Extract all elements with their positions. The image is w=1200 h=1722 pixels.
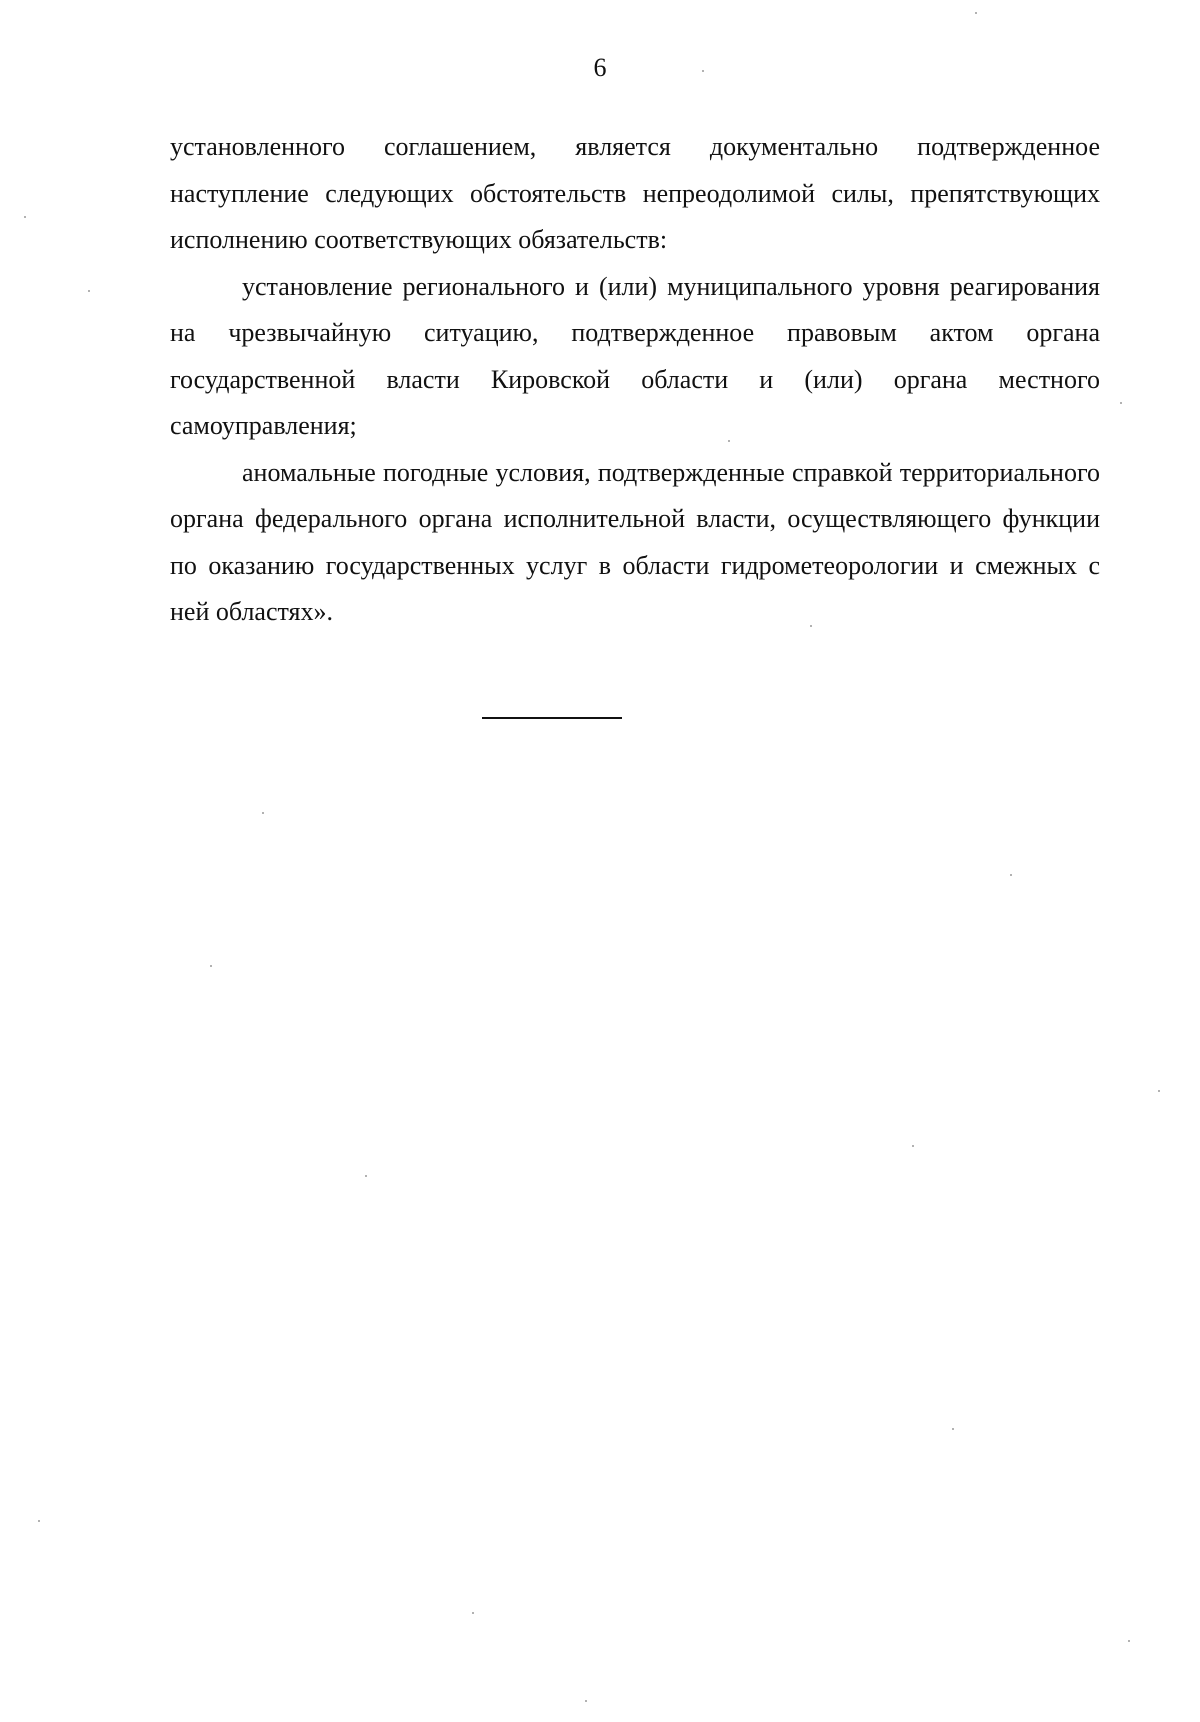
scan-speck (975, 12, 977, 14)
scan-speck (585, 1700, 587, 1702)
document-body (170, 124, 1100, 636)
scan-speck (1158, 1090, 1160, 1092)
paragraph-weather-conditions: аномальные погодные условия, подтвержденные справкой территориального органа федерального органа исполнительной власти, осуществляющего функции по оказанию государственных услуг в области гидрометеорологии и смежных с ней областях». (170, 457, 1100, 626)
scan-speck (88, 290, 90, 292)
paragraph-continuation: установленного соглашением, является документально подтвержденное наступление следующих обстоятельств непреодолимой силы, препятствующих исполнению соответствующих обязательств: (170, 132, 1100, 254)
scan-speck (365, 1175, 367, 1177)
page-number: 6 (593, 53, 607, 82)
end-separator-line (482, 717, 622, 719)
scan-speck (912, 1145, 914, 1147)
scan-speck (38, 1520, 40, 1522)
scan-speck (702, 70, 704, 72)
scan-speck (1010, 874, 1012, 876)
scan-speck (472, 1612, 474, 1614)
scan-speck (810, 625, 812, 627)
scan-speck (210, 965, 212, 967)
scan-speck (952, 1428, 954, 1430)
scan-speck (728, 440, 730, 442)
scan-speck (1120, 402, 1122, 404)
scan-speck (24, 216, 26, 218)
scan-speck (1128, 1640, 1130, 1642)
paragraph-emergency-response: установление регионального и (или) муниципального уровня реагирования на чрезвычайную ситуацию, подтвержденное правовым актом органа государственной власти Кировской области и (или) органа местного самоуправления; (170, 271, 1100, 440)
scan-speck (262, 812, 264, 814)
